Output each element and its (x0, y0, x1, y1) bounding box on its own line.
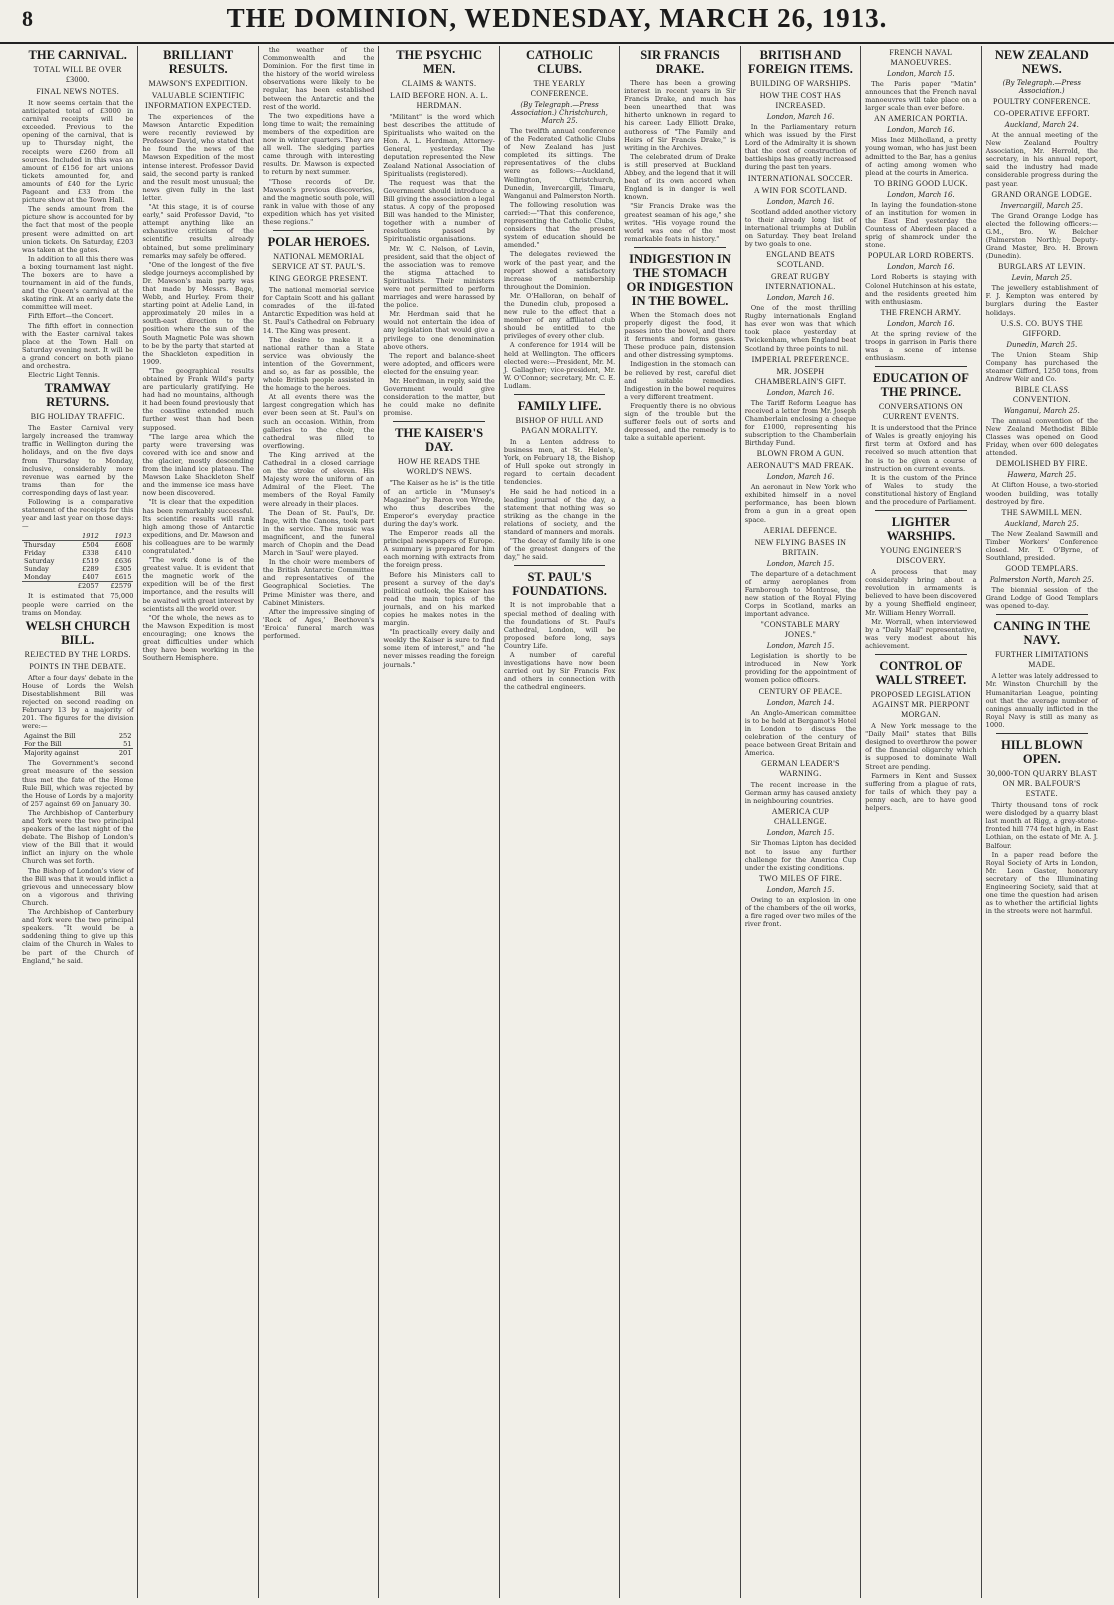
dateline: London, March 16. (887, 126, 955, 135)
dateline: London, March 16. (766, 388, 835, 397)
article-paragraph: Lord Roberts is staying with Colonel Hutchinson at his estate, and the residents greeted him with enthusiasm. (865, 273, 977, 306)
subheading: 30,000-TON QUARRY BLAST ON MR. BALFOUR'S ESTATE. (986, 769, 1097, 799)
article-paragraph: The Easter Carnival very largely increased the tramway traffic in Wellington during the holidays, and on the five days from Thursday to Monday, inclusive, considerably more revenue was earned by the trams than for the corresponding days of last year. (22, 424, 134, 497)
dateline: London, March 16. (766, 473, 835, 482)
article-paragraph: The following resolution was carried:—"That this conference, representing the Catholic Clubs, considers that the present system of education should be amended." (503, 200, 616, 250)
article-paragraph: One of the most thrilling Rugby internationals England has ever won was that which took place yesterday at Twickenham, when England beat Scotland by three points to nil. (744, 304, 857, 353)
headline: HILL BLOWN OPEN. (1000, 738, 1083, 767)
table-cell: £615 (114, 573, 132, 582)
article-paragraph: The celebrated drum of Drake is still preserved at Buckland Abbey, and the legend that it will beat of its own accord when England is in danger is well known. (624, 152, 736, 202)
subheading: HOW THE COST HAS INCREASED. (759, 91, 842, 110)
subheading: LAID BEFORE HON. A. L. HERDMAN. (390, 91, 489, 110)
article-paragraph: "The decay of family life is one of the greatest dangers of the day," he said. (503, 537, 616, 562)
article-paragraph: The biennial session of the Grand Lodge of Good Templars was opened to-day. (985, 586, 1098, 611)
subheading: IMPERIAL PREFERENCE. (751, 354, 850, 364)
article-paragraph: The annual convention of the New Zealand Methodist Bible Classes was opened on Good Friday, when over 600 delegates attended. (985, 416, 1098, 458)
article-paragraph: At all events there was the largest congregation which has ever been seen at St. Paul's on such an occasion. Within, from galleries to the choir, the cathedral was filled to overflowing. (262, 393, 375, 450)
table-cell: 252 (118, 732, 132, 741)
article-paragraph: The Archbishop of Canterbury and York were the two principal speakers. "It would be a saddening thing to give up this claim of the Church in Wales to be part of the Church of England," he said. (22, 908, 134, 965)
article-paragraph: A letter was lately addressed to Mr. Winston Churchill by the Humanitarian League, pointing out that the average number of canings annually inflicted in the Royal Navy is still as many as 1000. (985, 672, 1098, 729)
dateline: London, March 16. (766, 197, 835, 206)
subheading: CLAIMS & WANTS. (401, 79, 477, 88)
article-paragraph: The Union Steam Ship Company has purchased the steamer Gifford, 1250 tons, from Andrew Weir and Co. (985, 350, 1098, 383)
column-5 (500, 46, 620, 1598)
page-number: 8 (22, 6, 33, 31)
article-paragraph: Thirty thousand tons of rock were dislodged by a quarry blast last month at Rigg, a grey-stone-fronted hill 774 feet high, in East Lothian, on the estate of Mr. A. J. Balfour. (985, 801, 1098, 850)
article-divider (393, 421, 484, 422)
article-paragraph: In laying the foundation-stone of an institution for women in the East End yesterday the Countess of Aberdeen placed a sprig of shamrock under the stone. (865, 200, 977, 250)
article-paragraph: Frequently there is no obvious sign of the trouble but the sufferer feels out of sorts and depressed, and the remedy is to take a suitable aperient. (624, 401, 736, 443)
dateline: London, March 15. (766, 559, 835, 568)
table-cell: £338 (82, 549, 99, 558)
article-paragraph: The departure of a detachment of army aeroplanes from Farnborough to Montrose, the new station of the Royal Flying Corps in Scotland, marks an important advance. (744, 569, 857, 619)
article-paragraph: The sends amount from the picture show is accounted for by the fact that most of the people present were admitted on art union tickets. On Saturday, £203 was taken at the gates. (22, 205, 134, 254)
table-cell: £519 (82, 557, 99, 566)
subheading: NATIONAL MEMORIAL SERVICE AT ST. PAUL'S. (271, 252, 366, 272)
subheading: CO-OPERATIVE EFFORT. (993, 109, 1090, 118)
table-row (22, 740, 133, 749)
article-paragraph: When the Stomach does not properly digest the food, it passes into the bowel, and there it ferments and forms gases. These produce pain, distension and other distressing symptoms. (624, 310, 736, 360)
dateline: Invercargill, March 25. (1000, 201, 1083, 210)
column-1 (18, 46, 138, 1598)
article-paragraph: The jewellery establishment of F. J. Kempton was entered by burglars during the Easter holidays. (985, 284, 1098, 317)
headline: BRITISH AND FOREIGN ITEMS. (748, 48, 853, 76)
article-paragraph: A conference for 1914 will be held at Wellington. The officers elected were:—President, Mr. M. J. Gallagher; vice-president, Mr. W. O'Connor; secretary, Mr. C. E. Ludlam. (503, 341, 616, 390)
article-paragraph: The two expeditions have a long time to wait; the remaining members of the expedition are now in winter quarters. They are all well. The sledging parties came through with interesting results. Dr. Mawson is expected to return by next summer. (262, 111, 375, 177)
column-2 (138, 46, 258, 1598)
table-row (22, 557, 133, 565)
table-cell: £636 (114, 557, 132, 566)
article-paragraph: The Government's second great measure of the session thus met the fate of the Home Rule Bill, which was rejected by the House of Lords by a majority of 257 against 69 on January 30. (22, 759, 134, 808)
column-3 (259, 46, 379, 1598)
table-cell: £289 (82, 565, 99, 574)
article-paragraph: In the Parliamentary return which was issued by the First Lord of the Admiralty it is shown that the cost of construction of battleships has greatly increased during the past ten years. (744, 123, 857, 172)
masthead (0, 0, 1114, 44)
dateline: Hawera, March 25. (1007, 471, 1077, 480)
article-divider (996, 614, 1088, 615)
article-paragraph: An aeronaut in New York who exhibited himself in a novel performance, has been blown from a gun in a great open space. (744, 483, 857, 524)
article-paragraph: Following is a comparative statement of the receipts for this year and last year on those days:— (22, 498, 134, 531)
column-6 (620, 46, 740, 1598)
dateline: London, March 15. (887, 70, 955, 78)
article-paragraph: Farmers in Kent and Sussex suffering from a plague of rats, for tails of which they pay a penny each, are to have good helpers. (865, 771, 977, 812)
subheading: AMERICA CUP CHALLENGE. (771, 807, 830, 827)
headline: POLAR HEROES. (267, 235, 370, 250)
article-paragraph: It is not improbable that a special method of dealing with the foundations of St. Paul's Cathedral, London, will be proposed before long, says Country Life. (503, 601, 616, 650)
dateline: London, March 16. (766, 113, 835, 121)
article-paragraph: Legislation is shortly to be introduced in New York providing for the appointment of women police officers. (744, 652, 857, 685)
article-paragraph: Fifth Effort—the Concert. (28, 312, 114, 321)
article-paragraph: "Of the whole, the news as to the Mawson Expedition is most encouraging; one knows the great difficulties under which they have been working in the Southern Hemisphere. (142, 613, 254, 663)
subheading: MAWSON'S EXPEDITION. (148, 79, 248, 88)
subheading: BURGLARS AT LEVIN. (998, 262, 1086, 272)
article-paragraph: Miss Inez Milholland, a pretty young woman, who has just been admitted to the Bar, has a genius of acting among women who plead at the courts in America. (865, 136, 977, 177)
table-row (22, 549, 133, 557)
subheading: GERMAN LEADER'S WARNING. (761, 759, 840, 779)
subheading: DEMOLISHED BY FIRE. (995, 459, 1088, 469)
headline: THE CARNIVAL. (28, 48, 127, 62)
article-paragraph: "One of the longest of the five sledge journeys accomplished by Dr. Mawson's main party was that made by Messrs. Bage, Webb, and Hurley. From their starting point at Adelie Land, in approximately 20 miles in a south-east direction to the position where the sun of the South Magnetic Pole was shown to be by the party that started at the Shackleton expedition in 1909. (142, 260, 254, 366)
headline: CONTROL OF WALL STREET. (875, 659, 967, 688)
article-paragraph: Mr. Worrall, when interviewed by a "Daily Mail" representative, was very modest about his achievement. (865, 617, 977, 650)
table-total-row (22, 582, 133, 591)
article-paragraph: The King arrived at the Cathedral in a closed carriage on the stroke of eleven. His Majesty wore the uniform of an Admiral of the Fleet. The members of the Royal Family were already in their places. (262, 450, 375, 508)
subheading: AERIAL DEFENCE. (763, 525, 838, 535)
subheading: THE FRENCH ARMY. (880, 307, 962, 317)
article-paragraph: Owing to an explosion in one of the chambers of the oil works, a fire raged over two miles of the river front. (744, 895, 857, 929)
subheading: A WIN FOR SCOTLAND. (753, 185, 847, 195)
headline: INDIGESTION IN THE STOMACH OR INDIGESTION IN THE BOWEL. (626, 251, 734, 308)
table-cell: Friday (24, 549, 46, 558)
article-paragraph: The Bishop of London's view of the Bill was that it would inflict a grievous and unnecessary blow on a vigorous and thriving Church. (22, 866, 134, 907)
table-row (22, 573, 133, 582)
article-divider (273, 230, 364, 231)
article-paragraph: Before his Ministers call to present a survey of the day's political outlook, the Kaiser has read the main topics of the journals, and on his marked copies he makes notes in the margin. (383, 570, 495, 628)
table-cell: £407 (82, 573, 99, 582)
table-cell: £2057 (68, 582, 101, 591)
subheading: PROPOSED LEGISLATION AGAINST MR. PIERPONT MORGAN. (870, 690, 972, 720)
subheading: GOOD TEMPLARS. (1005, 564, 1079, 574)
article-divider (875, 510, 966, 511)
article-paragraph: Mr. Herdman, in reply, said the Government would give consideration to the matter, but he could make no definite promise. (383, 377, 495, 418)
headline: BRILLIANT RESULTS. (163, 48, 234, 76)
article-paragraph: The fifth effort in connection with the Easter carnival takes place at the Town Hall on Saturday evening next. It will be a grand concert on both piano and orchestra. (22, 321, 134, 370)
dateline: London, March 15. (766, 885, 835, 894)
subheading: GREAT RUGBY INTERNATIONAL. (765, 272, 836, 292)
subheading: TOTAL WILL BE OVER £3000. (33, 65, 122, 84)
article-divider (875, 654, 966, 655)
table-total-row (22, 749, 133, 758)
article-paragraph: Mr. W. C. Nelson, of Levin, president, said that the object of the association was to remove the stigma attached to Spiritualists. Their ministers were not permitted to perform marriages and were harassed by the police. (383, 244, 495, 310)
headline: LIGHTER WARSHIPS. (886, 515, 956, 544)
subheading: FURTHER LIMITATIONS MADE. (994, 650, 1089, 670)
newspaper-title-and-date: THE DOMINION, WEDNESDAY, MARCH 26, 1913. (226, 3, 888, 33)
article-paragraph: Mr. O'Halloran, on behalf of the Dunedin club, proposed a new rule to the effect that a member of any affiliated club should be entitled to the privileges of every other club. (503, 291, 616, 341)
article-paragraph: In the choir were members of the British Antarctic Committee and representatives of the Geographical Societies. The Prime Minister was there, and Cabinet Ministers. (262, 558, 375, 607)
article-paragraph: Sir Thomas Lipton has decided not to issue any further challenge for the America Cup under the existing conditions. (744, 839, 857, 872)
article-paragraph: In a paper read before the Royal Society of Arts in London, Mr. Leon Gaster, honorary secretary of the Illuminating Engineering Society, said that at one time the question had arisen as to whether the artificial lights in the streets were not harmful. (985, 850, 1098, 916)
table-header-cell (22, 532, 68, 541)
column-9 (982, 46, 1102, 1598)
subheading: "CONSTABLE MARY JONES." (760, 620, 841, 640)
dateline: Wanganui, March 25. (1003, 406, 1080, 415)
subheading: POPULAR LORD ROBERTS. (867, 251, 974, 261)
table-cell: £410 (114, 549, 132, 558)
article-paragraph: At Clifton House, a two-storied wooden building, was totally destroyed by fire. (985, 481, 1098, 506)
figures-table (22, 732, 133, 757)
article-paragraph: It is understood that the Prince of Wales is greatly enjoying his first term at Oxford and has received so much attention that he is to be given a course of instruction on current events. (865, 424, 977, 473)
headline: THE PSYCHIC MEN. (396, 48, 482, 76)
article-paragraph: It is the custom of the Prince of Wales to study the constitutional history of England and the procedure of Parliament. (865, 473, 977, 506)
article-paragraph: The New Zealand Sawmill and Timber Workers' Conference closed. Mr. T. O'Byrne, of Southland, presided. (985, 529, 1098, 562)
subheading: THE SAWMILL MEN. (1001, 507, 1083, 517)
headline: CANING IN THE NAVY. (993, 619, 1091, 648)
article-paragraph: The Grand Orange Lodge has elected the following officers:—G.M., Bro. W. Belcher (Palmerston North); Deputy-Grand Master, Bro. H. Brown (Dunedin). (985, 211, 1098, 261)
table-cell: 51 (123, 740, 132, 749)
subheading: POINTS IN THE DEBATE. (29, 661, 127, 671)
article-paragraph: After the impressive singing of 'Rock of Ages,' Beethoven's 'Eroica' funeral march was performed. (262, 607, 375, 640)
newspaper-columns (18, 46, 1102, 1598)
headline: CATHOLIC CLUBS. (525, 48, 594, 76)
article-paragraph: It is estimated that 75,000 people were carried on the trams on Monday. (22, 592, 134, 617)
article-paragraph: He said he had noticed in a leading journal of the day, a statement that nothing was so striking as the change in the relations of society, and the standard of manners and morals. (503, 487, 616, 537)
article-paragraph: In a Lenten address to business men, at St. Helen's, York, on February 18, the Bishop of Hull spoke out strongly in regard to certain decadent tendencies. (503, 438, 616, 487)
article-paragraph: "It is clear that the expedition has been remarkably successful. Its scientific results will rank high among those of Antarctic expeditions, and Dr. Mawson and his colleagues are to be warmly congratulated." (142, 498, 254, 555)
article-divider (875, 366, 966, 367)
table-row (22, 732, 133, 740)
table-cell: Saturday (24, 557, 55, 566)
table-cell: 201 (109, 749, 134, 758)
article-paragraph: The Archbishop of Canterbury and York were the two principal speakers of the last night of the debate. The Bishop of London's view of the Bill that it would inflict an injury on the whole Church was set forth. (22, 808, 134, 866)
subheading: INTERNATIONAL SOCCER. (747, 173, 853, 183)
headline: ST. PAUL'S FOUNDATIONS. (512, 570, 607, 599)
headline: TRAMWAY RETURNS. (44, 381, 111, 410)
subheading: BIG HOLIDAY TRAFFIC. (30, 412, 125, 422)
article-paragraph: It now seems certain that the anticipated total of £3000 in carnival receipts will be exceeded. Previous to the opening of the carnival, that is up to Thursday night, the receipts were £260 from all sources. Included in this was an amount of £156 for art unions tickets amounted for, and amounts of £40 for the Lyric Pageant and £33 from the picture show at the Town Hall. (22, 99, 134, 205)
article-paragraph: Mr. Herdman said that he would not entertain the idea of any legislation that would give a privilege to one denomination above others. (383, 310, 495, 351)
subheading: BIBLE CLASS CONVENTION. (1012, 384, 1071, 404)
headline: WELSH CHURCH BILL. (25, 618, 130, 647)
table-cell: Against the Bill (24, 732, 76, 741)
headline: THE KAISER'S DAY. (395, 426, 484, 455)
article-paragraph: The report and balance-sheet were adopted, and officers were elected for the ensuing year. (383, 351, 495, 376)
headline: EDUCATION OF THE PRINCE. (872, 371, 969, 400)
article-paragraph: The delegates reviewed the work of the past year, and the report showed a satisfactory increase of membership throughout the Dominion. (503, 250, 616, 291)
dateline: Palmerston North, March 25. (989, 576, 1094, 585)
dateline: Dunedin, March 25. (1006, 340, 1078, 349)
table-row (22, 565, 133, 573)
subheading: GRAND ORANGE LODGE. (991, 189, 1093, 199)
subheading: VALUABLE SCIENTIFIC INFORMATION EXPECTED. (145, 91, 252, 110)
subheading: THE YEARLY CONFERENCE. (530, 79, 589, 98)
article-paragraph: In addition to all this there was a boxing tournament last night. The boxers are to have a tournament in aid of the funds, and the Queen's carnival at the skating rink. At an early date the committee will meet. (22, 254, 134, 312)
headline: SIR FRANCIS DRAKE. (640, 48, 720, 76)
subheading: REJECTED BY THE LORDS. (24, 649, 131, 659)
article-paragraph: "Militant" is the word which best describes the attitude of Spiritualists who waited on the Hon. A. L. Herdman, Attorney-General, yesterday. The deputation represented the New Zealand National Association of Spiritualists (registered). (383, 113, 495, 178)
dateline: London, March 16. (766, 294, 835, 303)
table-row (22, 541, 133, 550)
table-cell (22, 582, 68, 591)
table-header-cell: 1912 (68, 532, 101, 541)
article-paragraph: The experiences of the Mawson Antarctic Expedition were recently reviewed by Professor David, who stated that he found the news of the Mawson Expedition of the most intense interest. Professor David said, the second party is ranked and the result most unusual; the news given fully in the last letter. (142, 113, 254, 202)
article-paragraph: An Anglo-American committee is to be held at Bergamot's Hotel in London to discuss the celebration of the century of peace between Great Britain and America. (744, 708, 857, 758)
article-paragraph: A New York message to the "Daily Mail" states that Bills designed to overthrow the power of the financial oligarchy which is supposed to dominate Wall Street are pending. (865, 722, 977, 771)
dateline: Auckland, March 25. (1004, 519, 1079, 528)
article-paragraph: "The geographical results obtained by Frank Wild's party are particularly gratifying. He had had no mountains, although it had been found previously that the coastline extended much further west than had been supposed. (142, 366, 254, 432)
subheading: TWO MILES OF FIRE. (758, 873, 843, 883)
column-7 (741, 46, 861, 1598)
article-paragraph: "The Kaiser as he is" is the title of an article in "Munsey's Magazine" by Baron von Wrede, who thus describes the Emperor's everyday practice during the day's work. (383, 479, 495, 528)
subheading: BISHOP OF HULL AND PAGAN MORALITY. (515, 416, 604, 435)
subheading: U.S.S. CO. BUYS THE GIFFORD. (1000, 318, 1083, 338)
column-4 (379, 46, 499, 1598)
article-divider (634, 247, 725, 248)
subheading: BLOWN FROM A GUN. (756, 449, 845, 459)
subheading: ENGLAND BEATS SCOTLAND. (765, 250, 835, 270)
dateline: Auckland, March 24. (1004, 121, 1079, 129)
table-cell: Thursday (24, 541, 56, 550)
article-paragraph: Indigestion in the stomach can be relieved by rest, careful diet and suitable remedies. Indigestion in the bowel requires a very different treatment. (624, 360, 736, 401)
dateline: (By Telegraph.—Press Association.) (1002, 79, 1081, 95)
article-paragraph: Scotland added another victory to their already long list of international triumphs at Dublin on Saturday. They beat Ireland by two goals to one. (744, 207, 857, 248)
article-paragraph: The Emperor reads all the principal newspapers of Europe. A summary is prepared for him each morning with extracts from the foreign press. (383, 529, 495, 570)
article-paragraph: The national memorial service for Captain Scott and his gallant comrades of the ill-fated Antarctic Expedition was held at St. Paul's Cathedral on February 14. The King was present. (262, 286, 375, 335)
dateline: London, March 16. (887, 263, 955, 272)
article-paragraph: The desire to make it a national rather than a State service was obviously the intention of the Government, and so, as far as possible, the whole British people assisted in the homage to the heroes. (262, 335, 375, 393)
subheading: NEW FLYING BASES IN BRITAIN. (754, 537, 847, 557)
article-paragraph: "Sir Francis Drake was the greatest seaman of his age," she writes. "His voyage round the world was one of the most remarkable feats in history." (624, 202, 736, 243)
article-paragraph: After a four days' debate in the House of Lords the Welsh Disestablishment Bill was rejected on second reading on February 13 by a majority of 201. The figures for the division were:— (22, 673, 134, 731)
table-cell: Majority against (22, 749, 109, 758)
column-8 (861, 46, 981, 1598)
article-paragraph: "In practically every daily and weekly the Kaiser is sure to find some item of interest," and "he never misses reading the foreign journals." (383, 628, 495, 669)
article-paragraph: At the spring review of the troops in garrison in Paris there was a scene of intense enthusiasm. (865, 329, 977, 363)
table-header-row (22, 532, 133, 541)
article-paragraph: At the annual meeting of the New Zealand Poultry Association, Mr. Herrold, the secretary, in his annual report, said the industry had made considerable progress during the past year. (985, 131, 1098, 188)
subheading: POULTRY CONFERENCE. (993, 97, 1091, 106)
dateline: London, March 15. (766, 829, 835, 838)
dateline: Levin, March 25. (1011, 274, 1072, 283)
dateline: London, March 16. (887, 319, 955, 328)
article-paragraph: The twelfth annual conference of the Federated Catholic Clubs of New Zealand has just completed its sittings. The representatives of the clubs were as follows:—Auckland, Wellington, Christchurch, Dunedin, Invercargill, Timaru, Wanganui and Palmerston North. (503, 127, 616, 200)
table-cell: £305 (114, 565, 132, 574)
subheading: BUILDING OF WARSHIPS. (750, 79, 851, 88)
article-paragraph: "The large area which the party were traversing was covered with ice and snow and the glacier, mostly descending from the inland ice plateau. The Mawson Lake Shackleton Shelf and the immense ice mass have now been discovered. (142, 432, 254, 498)
article-paragraph: "At this stage, it is of course early," said Professor David, "to attempt anything like an exhaustive criticism of the scientific results already obtained, but some preliminary remarks may safely be offered. (142, 203, 254, 260)
subheading: CENTURY OF PEACE. (758, 686, 843, 696)
article-paragraph: A number of careful investigations have now been carried out by Sir Francis Fox and others in connection with the cathedral engineers. (503, 650, 616, 692)
subheading: MR. JOSEPH CHAMBERLAIN'S GIFT. (754, 366, 847, 386)
article-paragraph: The request was that the Government should introduce a Bill giving the association a legal status. A copy of the proposed Bill was handed to the Minister, together with a number of resolutions passed by Spiritualistic organisations. (383, 178, 495, 244)
table-cell: £608 (114, 541, 132, 550)
article-paragraph: the weather of the Commonwealth and the Dominion. For the first time in the history of the world wireless observations were likely to be regular, has been established between the Antarctic and the rest of the world. (262, 46, 375, 111)
table-header-cell: 1913 (101, 532, 134, 541)
article-paragraph: "Those records of Dr. Mawson's previous discoveries, and the magnetic south pole, will rank in value with those of any expedition which has yet visited these regions." (262, 177, 375, 226)
dateline: London, March 14. (766, 698, 835, 707)
table-cell: Sunday (24, 565, 49, 574)
subheading: TO BRING GOOD LUCK. (873, 178, 968, 188)
article-paragraph: "The work done is of the greatest value. It is evident that the magnetic work of the expedition will be of the first importance, and the results will be awaited with great interest by scientists all the world over. (142, 556, 254, 613)
article-divider (514, 394, 605, 395)
article-paragraph: Electric Light Tennis. (28, 371, 100, 380)
article-paragraph: There has been a growing interest in recent years in Sir Francis Drake, and much has been unearthed that was hitherto unknown in regard to his career. Lady Elliott Drake, authoress of "The Family and Heirs of Sir Francis Drake," is writing in the Archives. (624, 79, 736, 152)
article-paragraph: The Paris paper "Matin" announces that the French naval manoeuvres will take place on a larger scale than ever before. (865, 80, 977, 113)
dateline: (By Telegraph.—Press Association.) Christchurch, March 25. (511, 101, 608, 125)
article-divider (996, 733, 1088, 734)
subheading: HOW HE READS THE WORLD'S NEWS. (398, 457, 481, 477)
table-cell: Monday (24, 573, 51, 582)
article-paragraph: The recent increase in the German army has caused anxiety in neighbouring countries. (744, 781, 857, 806)
subheading: FRENCH NAVAL MANOEUVRES. (889, 48, 953, 67)
table-cell: £2579 (101, 582, 134, 591)
dateline: London, March 16. (887, 190, 955, 199)
subheading: CONVERSATIONS ON CURRENT EVENTS. (878, 402, 963, 422)
table-cell: For the Bill (24, 740, 62, 749)
article-divider (514, 565, 605, 566)
article-paragraph: The Tariff Reform League has received a letter from Mr. Joseph Chamberlain enclosing a cheque for £1000, representing his subscription to the Chamberlain Birthday Fund. (744, 398, 857, 448)
subheading: AN AMERICAN PORTIA. (873, 114, 968, 124)
subheading: AERONAUT'S MAD FREAK. (746, 461, 854, 471)
subheading: FINAL NEWS NOTES. (36, 87, 120, 96)
subheading: YOUNG ENGINEER'S DISCOVERY. (880, 546, 962, 566)
figures-table (22, 532, 133, 590)
subheading: KING GEORGE PRESENT. (269, 274, 368, 284)
article-paragraph: A process that may considerably bring about a revolution in armaments is believed to have been discovered by a young Sheffield engineer, Mr. William Henry Worrall. (865, 568, 977, 617)
article-paragraph: The Dean of St. Paul's, Dr. Inge, with the Canons, took part in the service. The music was magnificent, and the funeral march of Chopin and the Dead March in 'Saul' were played. (262, 508, 375, 558)
headline: NEW ZEALAND NEWS. (994, 48, 1089, 76)
dateline: London, March 15. (766, 642, 835, 651)
headline: FAMILY LIFE. (517, 399, 602, 413)
table-cell: £504 (82, 541, 99, 550)
